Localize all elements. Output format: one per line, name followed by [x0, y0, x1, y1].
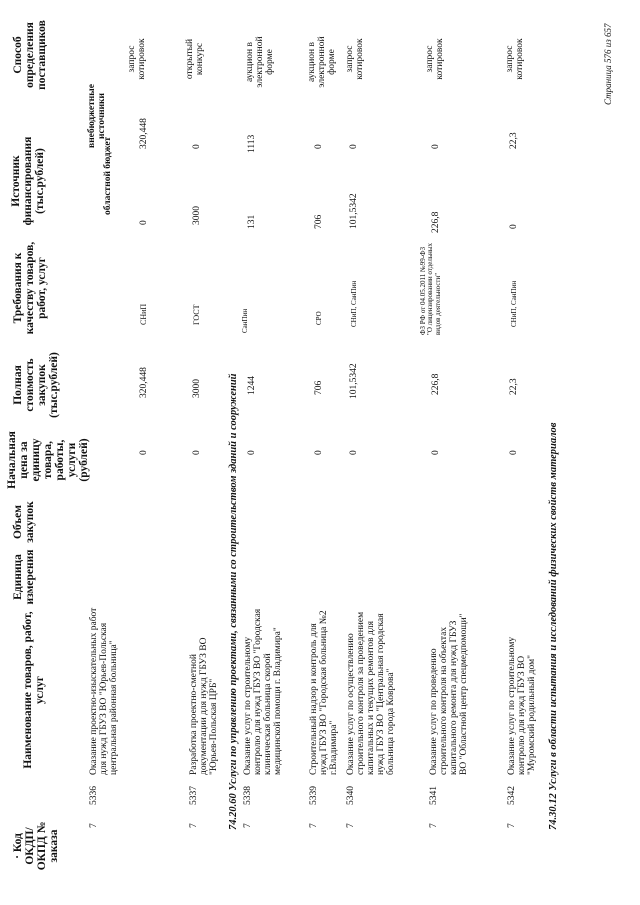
row-num: 5338 — [243, 786, 253, 805]
row-code: 7 — [346, 823, 356, 828]
row-req: ФЗ РФ от 04.05.2011 №99-ФЗ "О лицензировании отдельных видов деятельности" — [419, 243, 442, 335]
row-total: 1244 — [247, 376, 257, 395]
row-method: аукцион в электронной форме — [307, 36, 337, 88]
row-num: 5342 — [507, 786, 517, 805]
row-extra: 1113 — [247, 134, 257, 153]
row-num: 5341 — [429, 786, 439, 805]
row-price: 0 — [349, 450, 359, 455]
row-num: 5337 — [189, 786, 199, 805]
page-number: Страница 576 из 657 — [603, 23, 613, 105]
row-name: Оказание услуг по строительному контролю для нужд ГБУЗ ВО "Муромский родильный дом" — [507, 636, 537, 775]
header-name: Наименование товаров, работ, услуг — [22, 611, 47, 769]
header-method: Способ определения поставщиков — [12, 20, 49, 90]
row-price: 0 — [509, 450, 519, 455]
row-req: СНиП, СанПин — [510, 280, 518, 327]
row-req: ГОСТ — [192, 304, 201, 325]
row-price: 0 — [192, 450, 202, 455]
row-code: 7 — [243, 823, 253, 828]
row-extra: 0 — [192, 144, 202, 149]
row-extra: 0 — [431, 144, 441, 149]
row-total: 706 — [314, 380, 324, 395]
row-code: 7 — [429, 823, 439, 828]
row-num: 5336 — [89, 786, 99, 805]
header-requirements: Требования к качеству товаров, работ, услуг — [12, 241, 49, 335]
leading-mark: · — [12, 855, 24, 859]
row-method: открытый конкурс — [185, 38, 205, 80]
header-code: · Код ОКДП/ ОКПД № заказа — [12, 821, 61, 871]
row-code: 7 — [309, 823, 319, 828]
row-extra: 0 — [314, 144, 324, 149]
row-name: Оказание услуг по строительному контролю для нужд ГБУЗ ВО "Городская клиническая больница скорой медицинской помощи г. Владимира" — [243, 608, 283, 775]
row-regional: 0 — [509, 224, 519, 229]
section-heading: 74.20.60 Услуги по управлению проектами, связанными со строительством зданий и сооружений — [228, 373, 239, 830]
header-volume: Объем закупок — [12, 501, 37, 543]
row-method: запрос котировок — [425, 38, 445, 80]
row-method: запрос котировок — [127, 38, 147, 80]
row-price: 0 — [247, 450, 257, 455]
row-method: запрос котировок — [345, 38, 365, 80]
row-method: запрос котировок — [505, 38, 525, 80]
row-extra: 22,3 — [509, 132, 519, 149]
row-total: 22,3 — [509, 378, 519, 395]
row-code: 7 — [507, 823, 517, 828]
row-num: 5339 — [309, 786, 319, 805]
row-total: 320,448 — [139, 367, 149, 398]
header-funding-regional: областной бюджет — [103, 136, 113, 215]
row-req: СНиП, СанПин — [350, 280, 358, 327]
row-price: 0 — [431, 450, 441, 455]
row-total: 226,8 — [431, 373, 441, 395]
row-name: Оказание проектно-изыскательных работ для нужд ГБУЗ ВО "Юрьев-Польская центральная районная больница" — [89, 607, 119, 775]
row-method: аукцион в электронной форме — [245, 36, 275, 88]
row-code: 7 — [189, 823, 199, 828]
header-funding: Источник финансирования (тыс.рублей) — [10, 136, 47, 226]
row-name: Оказание услуг по проведению строительного контроля на объектах капитального ремонта для нужд ГБУЗ ВО "Областной центр спецмедпомощи" — [429, 613, 469, 775]
row-regional: 0 — [139, 220, 149, 225]
row-regional: 226,8 — [431, 211, 441, 233]
section-heading: 74.30.12 Услуги в области испытания и исследований физических свойств материалов — [548, 422, 559, 830]
row-regional: 706 — [314, 214, 324, 229]
row-name: Оказание услуг по осуществлению строительного контроля за проведением капитальных и текущих ремонтов для нужд ГБУЗ ВО "Центральная городская больница города Коврова" — [346, 611, 396, 775]
row-regional: 3000 — [192, 206, 202, 225]
row-price: 0 — [139, 450, 149, 455]
header-start-price: Начальная цена за единицу товара, работы, услуги (рублей) — [6, 431, 91, 489]
row-total: 3000 — [192, 379, 202, 398]
row-extra: 320,448 — [139, 118, 149, 149]
row-price: 0 — [314, 450, 324, 455]
row-req: СРО — [315, 311, 323, 325]
header-unit: Единица измерения — [12, 549, 37, 605]
row-req: СанПин — [241, 308, 249, 333]
row-num: 5340 — [346, 786, 356, 805]
row-regional: 101,5342 — [349, 193, 359, 229]
header-funding-extra: внебюджетные источники — [87, 84, 107, 148]
row-name: Строительный надзор и контроль для нужд ГБУЗ ВО "Городская больница №2 г.Владимира" — [309, 610, 339, 775]
row-regional: 131 — [247, 214, 257, 229]
row-code: 7 — [89, 823, 99, 828]
row-req: СНиП — [139, 303, 148, 325]
header-total-cost: Полная стоимость закупок (тыс.рублей) — [12, 352, 61, 418]
row-name: Разработка проектно-сметной документации для нужд ГБУЗ ВО "Юрьев-Польская ЦРБ" — [189, 637, 219, 775]
row-extra: 0 — [349, 144, 359, 149]
row-total: 101,5342 — [349, 363, 359, 399]
